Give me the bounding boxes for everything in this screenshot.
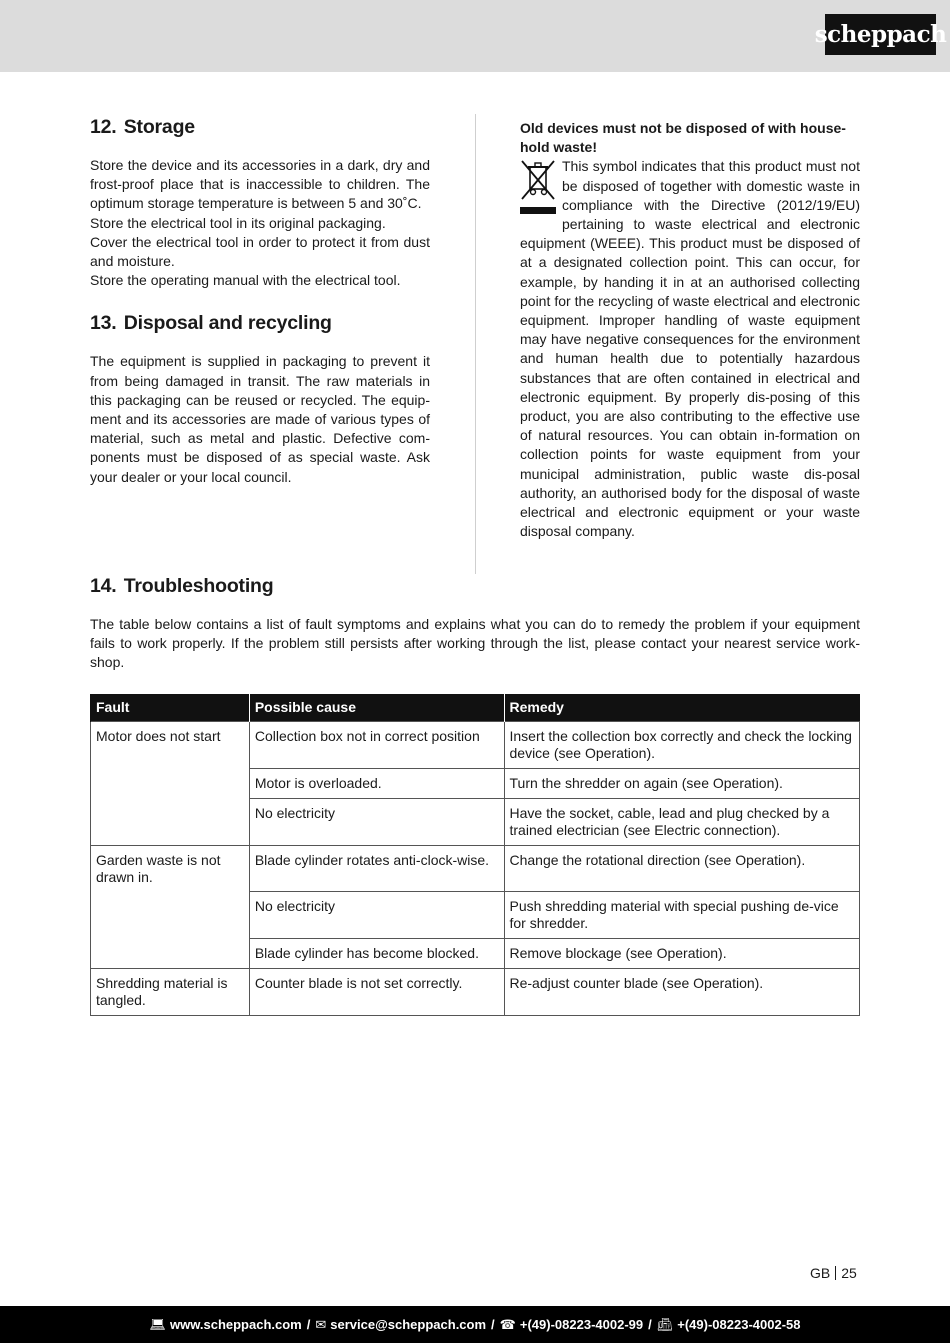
remedy-cell: Remove blockage (see Operation).	[504, 939, 860, 969]
envelope-icon: ✉︎	[315, 1316, 327, 1332]
disposal-number: 13.	[90, 312, 117, 335]
troubleshooting-section	[90, 573, 860, 673]
disposal-title: Disposal and recycling	[123, 312, 332, 335]
footer-website[interactable]: www.scheppach.com	[170, 1317, 302, 1332]
remedy-cell: Push shredding material with special pushing de-vice for shredder.	[504, 892, 860, 939]
footer-separator: /	[491, 1317, 495, 1332]
weee-text: This symbol indicates that this product must not be disposed of together with domestic waste in compliance with the Directive (2012/19/EU) pertaining to waste electrical and electronic equipment (WEEE). This product must be disposed of at a designated collection point. This can occur, for example, by handing it in at an authorised collecting point for the recycling of waste electrical and electronic equipment. Improper handling of waste equipment may have negative consequences for the environment and human health due to potentially hazardous substances that are often contained in electrical and electronic equipment. By properly dis-posing of this product, you are also contributing to the effective use of natural resources. You can obtain in-formation on collection points for waste equipment from your municipal administration, public waste dis-posal authority, an authorised body for the disposal of waste electrical and electronic equipment or your waste disposal company.	[520, 158, 860, 540]
cause-cell: Collection box not in correct position	[249, 722, 504, 769]
storage-paragraph-1: Store the device and its accessories in a dark, dry and frost-proof place that is inaccessible to children. The optimum storage temperature is between 5 and 30˚C.	[90, 157, 430, 212]
brand-logo	[814, 14, 947, 55]
table-row	[91, 846, 860, 892]
table-header-row	[91, 694, 860, 722]
storage-paragraph-4: Store the operating manual with the electrical tool.	[90, 272, 401, 289]
header-fault: Fault	[91, 694, 250, 722]
cause-cell: Motor is overloaded.	[249, 769, 504, 799]
remedy-cell: Insert the collection box correctly and check the locking device (see Operation).	[504, 722, 860, 769]
remedy-cell: Have the socket, cable, lead and plug checked by a trained electrician (see Electric connection).	[504, 799, 860, 846]
page-language: GB	[810, 1265, 831, 1281]
footer-email[interactable]: service@scheppach.com	[330, 1317, 487, 1332]
column-divider	[475, 114, 476, 574]
brand-logo-text: scheppach	[814, 21, 947, 48]
cause-cell: No electricity	[249, 892, 504, 939]
troubleshooting-table	[90, 694, 860, 1016]
storage-paragraph-3: Cover the electrical tool in order to protect it from dust and moisture.	[90, 233, 430, 270]
fault-cell: Motor does not start	[91, 722, 250, 846]
disposal-paragraph: The equipment is supplied in packaging to prevent it from being damaged in transit. The raw materials in this packaging can be reused or recycled. The equip-ment and its accessories are made of various types of material, such as metal and plastic. Defective com-ponents must be disposed of as special waste. Ask your dealer or your local council.	[90, 353, 430, 485]
remedy-cell: Re-adjust counter blade (see Operation).	[504, 969, 860, 1016]
troubleshooting-intro: The table below contains a list of fault symptoms and explains what you can do to remedy the problem if your equipment fails to work properly. If the problem still persists after working through the list, please contact your nearest service work-shop.	[90, 616, 860, 671]
header-cause: Possible cause	[249, 694, 504, 722]
footer-contact-bar	[0, 1306, 950, 1343]
remedy-cell: Change the rotational direction (see Operation).	[504, 846, 860, 892]
crossed-out-wheelie-bin-icon	[520, 159, 556, 219]
troubleshooting-title: Troubleshooting	[123, 575, 274, 597]
page-number-value: 25	[841, 1265, 857, 1281]
remedy-cell: Turn the shredder on again (see Operation).	[504, 769, 860, 799]
fax-icon: 📠︎	[656, 1316, 674, 1332]
storage-heading	[90, 114, 430, 140]
page-number	[810, 1265, 857, 1281]
cause-cell: Counter blade is not set correctly.	[249, 969, 504, 1016]
storage-paragraph-2: Store the electrical tool in its original packaging.	[90, 214, 386, 231]
disposal-heading	[90, 310, 430, 336]
troubleshooting-number: 14.	[90, 575, 117, 597]
computer-icon: 💻︎	[149, 1316, 167, 1332]
footer-separator: /	[306, 1317, 311, 1332]
fault-cell: Shredding material is tangled.	[91, 969, 250, 1016]
left-column	[90, 114, 430, 487]
cause-cell: No electricity	[249, 799, 504, 846]
cause-cell: Blade cylinder has become blocked.	[249, 939, 504, 969]
storage-number: 12.	[90, 116, 117, 138]
header-band	[0, 0, 950, 72]
table-row	[91, 969, 860, 1016]
telephone-icon: ☎︎	[499, 1316, 516, 1332]
header-remedy: Remedy	[504, 694, 860, 722]
fault-cell: Garden waste is not drawn in.	[91, 846, 250, 969]
footer-fax: +(49)-08223-4002-58	[677, 1317, 801, 1332]
cause-cell: Blade cylinder rotates anti-clock-wise.	[249, 846, 504, 892]
footer-phone: +(49)-08223-4002-99	[519, 1317, 644, 1332]
footer-separator: /	[648, 1317, 652, 1332]
right-column	[520, 119, 860, 541]
troubleshooting-heading	[90, 573, 860, 599]
weee-heading: Old devices must not be disposed of with house-hold waste!	[520, 120, 846, 156]
storage-title: Storage	[123, 116, 195, 138]
table-row	[91, 722, 860, 769]
